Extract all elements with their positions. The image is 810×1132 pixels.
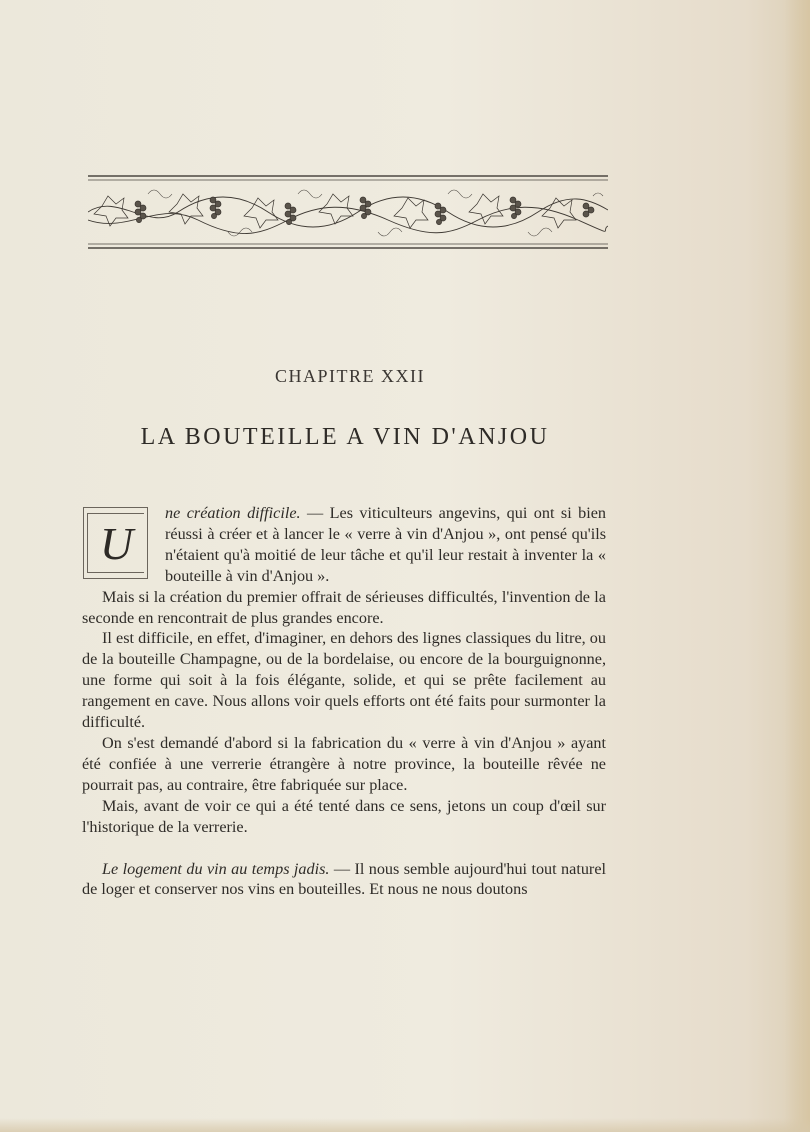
paragraph-5: Mais, avant de voir ce qui a été tenté dans ce sens, jetons un coup d'œil sur l'historique de la verrerie.	[82, 796, 606, 836]
paragraph-3: Il est difficile, en effet, d'imaginer, en dehors des lignes classiques du litre, ou de la bouteille Champagne, ou de la bordelaise, ou encore de la bourguignonne, une forme qui soit à la fois élégante, solide, et qui se prête facilement au rangement en cave. Nous allons voir quels efforts ont été faits pour surmonter la difficulté.	[82, 629, 606, 732]
paragraph-2: Mais si la création du premier offrait de sérieuses difficultés, l'invention de la seconde en rencontrait de plus grandes encore.	[82, 587, 606, 627]
paragraph-6	[82, 859, 606, 901]
section-heading: Le logement du vin au temps jadis.	[102, 859, 330, 878]
paper-edge-right	[784, 0, 810, 1132]
paragraph-4: On s'est demandé d'abord si la fabrication du « verre à vin d'Anjou » ayant été confiée à une verrerie étrangère à notre province, la bouteille rêvée ne pourrait pas, au contraire, être fabriquée sur place.	[82, 733, 606, 794]
section-heading: ne création difficile.	[165, 504, 301, 522]
paragraph-text: — Il nous semble aujourd'hui tout naturel de loger et conserver nos vins en bouteilles. Et nous ne nous doutons	[82, 859, 606, 899]
paragraph-text: — Les viticulteurs angevins, qui ont si bien réussi à créer et à lancer le « verre à vin d'Anjou », ont pensé qu'ils n'étaient qu'à moitié de leur tâche et qu'il leur restait à inventer la « bouteille à vin d'Anjou ».	[165, 504, 607, 585]
drop-cap-letter: U	[99, 518, 134, 569]
vine-ornament-band	[88, 170, 608, 252]
drop-cap-spacer	[82, 503, 165, 586]
chapter-number: CHAPITRE XXII	[275, 366, 425, 386]
chapter-title: LA BOUTEILLE A VIN D'ANJOU	[140, 424, 550, 450]
chapter-body	[82, 503, 606, 900]
paper-edge-bottom	[0, 1118, 810, 1132]
